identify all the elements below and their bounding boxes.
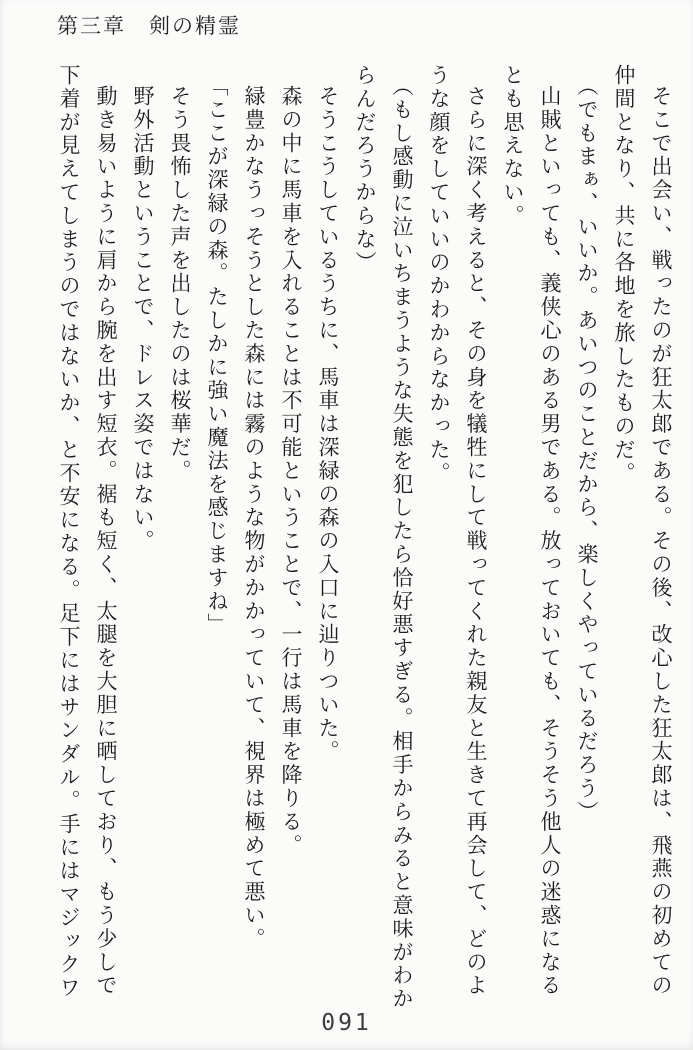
paragraph: さらに深く考えると、その身を犠牲にして戦ってくれた親友と生きて再会して、どのような顔をしていいのかわからなかった。 xyxy=(427,64,488,998)
paragraph: 山賊といっても、義侠心のある男である。放っておいても、そうそう他人の迷惑になるとも思えない。 xyxy=(501,64,562,998)
paragraph: （でもまぁ、いいか。あいつのことだから、楽しくやっているだろう） xyxy=(575,74,599,824)
paragraph: そう畏怖した声を出したのは桜華だ。 xyxy=(168,85,192,483)
text-body xyxy=(50,64,679,1016)
paragraph: そうこうしているうちに、馬車は深緑の森の入口に辿りついた。 xyxy=(316,85,340,764)
paragraph: 森の中に馬車を入れることは不可能ということで、一行は馬車を降りる。 xyxy=(279,85,303,858)
paragraph: そこで出会い、戦ったのが狂太郎である。その後、改心した狂太郎は、飛燕の初めての仲間となり、共に各地を旅したものだ。 xyxy=(612,64,673,998)
page-number: 091 xyxy=(321,1010,372,1036)
paragraph: 野外活動ということで、ドレス姿ではない。 xyxy=(131,85,155,553)
paragraph: 緑豊かなうっそうとした森には霧のような物がかかっていて、視界は極めて悪い。 xyxy=(242,85,266,951)
paragraph: 「ここが深緑の森。たしかに強い魔法を感じますね」 xyxy=(205,74,229,637)
chapter-header: 第三章 剣の精霊 xyxy=(57,14,241,38)
paragraph: 動き易いように肩から腕を出す短衣。裾も短く、太腿を大胆に晒しており、もう少しで下着が見えてしまうのではないか、と不安になる。足下にはサンダル。手にはマジックワ xyxy=(57,64,118,1000)
paragraph: （もし感動に泣いちまうような失態を犯したら恰好悪すぎる。相手からみると意味がわからんだろうからな） xyxy=(353,64,414,1011)
